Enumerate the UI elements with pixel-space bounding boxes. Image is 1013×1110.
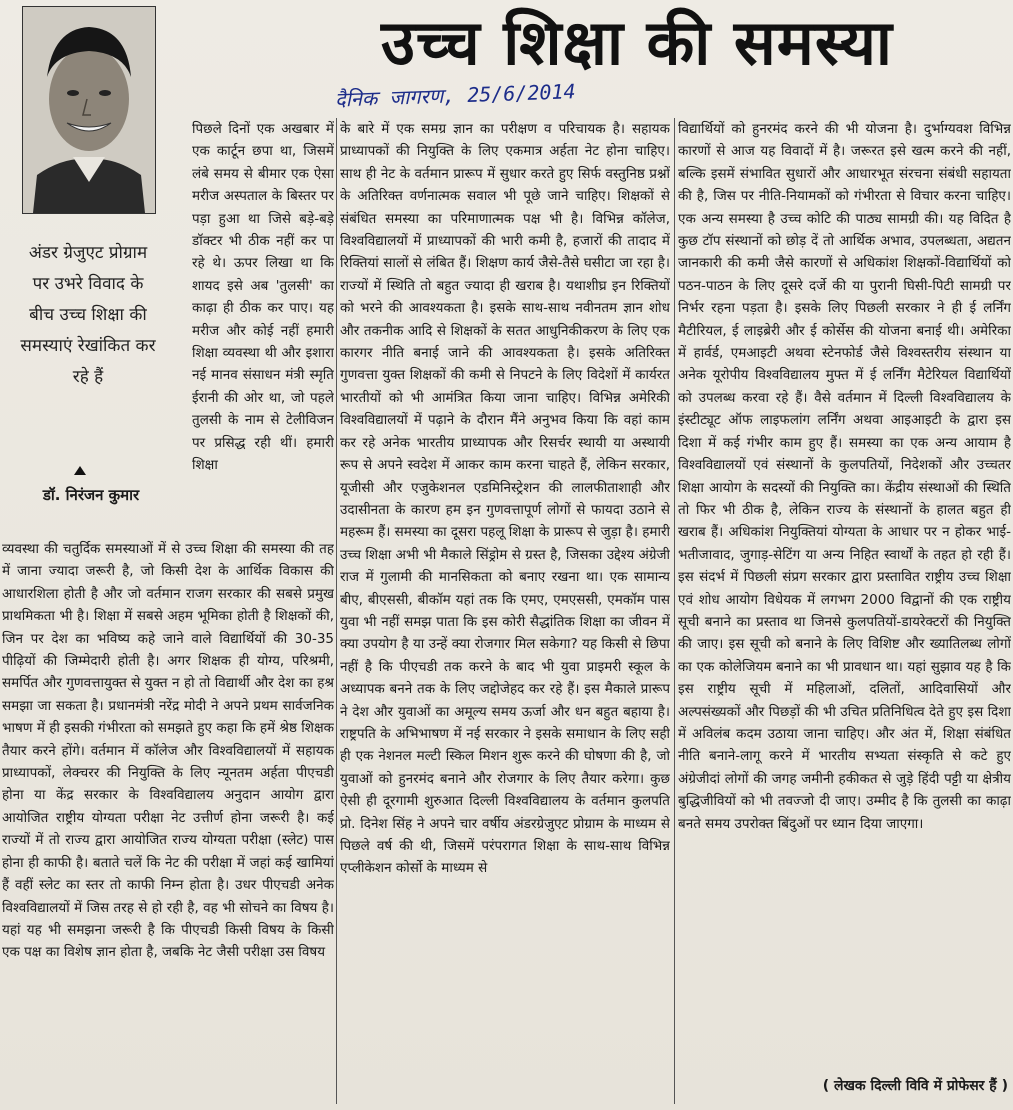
triangle-marker-icon <box>74 466 86 475</box>
author-photo <box>22 6 156 214</box>
column-1-bottom: व्यवस्था की चतुर्दिक समस्याओं में से उच्च शिक्षा की समस्या की तह में जाना ज्यादा जरूरी है, जो किसी देश के आर्थिक विकास की आधारशिला होती है और जो वर्तमान राजग सरकार की सबसे प्रमुख प्राथमिकता भी है। शिक्षा में सबसे अहम भूमिका होती है शिक्षकों की, जिन पर देश का भविष्य कहे जाने वाले विद्यार्थियों की 30-35 पीढ़ियों की जिम्मेदारी होती है। अगर शिक्षक ही योग्य, परिश्रमी, समर्पित और गुणवत्तायुक्त से युक्त न हो तो विद्यार्थी और देश का हश्र समझा जा सकता है। प्रधानमंत्री नरेंद्र मोदी ने अपने प्रथम सार्वजनिक भाषण में ही इसकी गंभीरता को समझते हुए कहा कि हमें श्रेष्ठ शिक्षक तैयार करने होंगे। वर्तमान में कॉलेज और विश्वविद्यालयों में सहायक प्राध्यापकों, लेक्चरर की नियुक्ति के लिए न्यूनतम अर्हता पीएचडी होना या केंद्र सरकार के विश्वविद्यालय अनुदान आयोग द्वारा आयोजित राष्ट्रीय योग्यता परीक्षा नेट उत्तीर्ण होना जरूरी है। कई राज्यों में तो राज्य द्वारा आयोजित राज्य योग्यता परीक्षा (स्लेट) पास होना ही काफी है। बताते चलें कि नेट की परीक्षा में जहां कई खामियां हैं वहीं स्लेट का स्तर तो काफी निम्न होता है। उधर पीएचडी अनेक विश्वविद्यालयों में जिस तरह से हो रही है, वह भी सोचने का विषय है। यहां यह भी समझना जरूरी है कि पीएचडी किसी विषय के किसी एक पक्ष का विशेष ज्ञान होता है, जबकि नेट जैसी परीक्षा उस विषय <box>2 541 334 961</box>
column-1-top: पिछले दिनों एक अखबार में एक कार्टून छपा था, जिसमें लंबे समय से बीमार एक ऐसा मरीज अस्पताल के बिस्तर पर पड़ा हुआ था जिसे बड़े-बड़े डॉक्टर भी ठीक नहीं कर पा रहे थे। ऊपर लिखा था कि शायद इसे अब 'तुलसी' का काढ़ा ही ठीक कर पाए। यह मरीज और कोई नहीं हमारी शिक्षा व्यवस्था थी और इशारा नई मानव संसाधन मंत्री स्मृति ईरानी की ओर था, जो पहले तुलसी के नाम से टेलीविजन पर प्रसिद्ध रही थीं। हमारी शिक्षा <box>192 121 334 474</box>
deck-summary: अंडर ग्रेजुएट प्रोग्राम पर उभरे विवाद के बीच उच्च शिक्षा की समस्याएं रेखांकित कर रहे हैं <box>20 243 156 387</box>
byline: डॉ. निरंजन कुमार <box>42 486 140 504</box>
author-credit: ( लेखक दिल्ली विवि में प्रोफेसर हैं ) <box>822 1078 1008 1094</box>
headline: उच्च शिक्षा की समस्या <box>380 6 893 79</box>
portrait-image <box>23 7 155 213</box>
column-3: विद्यार्थियों को हुनरमंद करने की भी योजना है। दुर्भाग्यवश विभिन्न कारणों से आज यह विवादों में है। जरूरत इसे खत्म करने की नहीं, बल्कि इसमें संभावित सुधारों और आधारभूत संरचना संबंधी सहायता की है, जिस पर नीति-नियामकों को गंभीरता से विचार करना चाहिए। एक अन्य समस्या है उच्च कोटि की पाठ्य सामग्री की। यह विदित है कुछ टॉप संस्थानों को छोड़ दें तो आर्थिक अभाव, उपलब्धता, अद्यतन जानकारी की कमी जैसे कारणों से अधिकांश शिक्षकों-विद्यार्थियों को पठन-पाठन के लिए दूसरे दर्जे की या पुरानी घिसी-पिटी सामग्री पर निर्भर रहना पड़ता है। इसके लिए पिछली सरकार ने ही ई लर्निंग मैटीरियल, ई लाइब्रेरी और ई कोर्सेस की योजना बनाई थी। अमेरिका में हार्वर्ड, एमआइटी अथवा स्टेनफोर्ड जैसे विश्वस्तरीय संस्थान या अनेक यूरोपीय विश्वविद्यालय मुफ्त में ई लर्निंग मैटेरियल विद्यार्थियों को उपलब्ध करवा रहे हैं। वैसे वर्तमान में दिल्ली विश्वविद्यालय के इंस्टीट्यूट ऑफ लाइफलांग लर्निंग अथवा आइआइटी के द्वारा इस दिशा में कई गंभीर काम हुए हैं। समस्या का एक अन्य आयाम है विश्वविद्यालयों एवं संस्थानों के कुलपतियों, निदेशकों और उच्चतर शिक्षा आयोग के सदस्यों की नियुक्ति का। केंद्रीय संस्थाओं की स्थिति तो फिर भी ठीक है, लेकिन राज्य के संस्थानों के हालत बहुत ही खराब हैं। अधिकांश नियुक्तियां योग्यता के आधार पर न होकर भाई-भतीजावाद, जुगाड़-सेटिंग या अन्य निहित स्वार्थों के तहत हो रही हैं। इस संदर्भ में पिछली संप्रग सरकार द्वारा प्रस्तावित राष्ट्रीय उच्च शिक्षा एवं शोध आयोग विधेयक में लगभग 2000 विद्वानों की एक राष्ट्रीय सूची बनाने का प्रस्ताव था जिनसे कुलपतियों-डायरेक्टरों की नियुक्ति की जाए। इस सूची को बनाने के लिए विशिष्ट और ख्यातिलब्ध लोगों का एक कोलेजियम बनाने का भी प्रावधान था। यहां सुझाव यह है कि इस राष्ट्रीय सूची में महिलाओं, दलितों, आदिवासियों और अल्पसंख्यकों और पिछड़ों की भी उचित प्रतिनिधित्व देते हुए इस दिशा में अविलंब कदम उठाया जाना चाहिए। और अंत में, शिक्षा संबंधित नीति बनाने-लागू करने में भारतीय सभ्यता संस्कृति से कटे हुए अंग्रेजीदां लोगों की जगह जमीनी हकीकत से जुड़े हिंदी पट्टी या क्षेत्रीय बुद्धिजीवियों को भी तवज्जो दी जाए। उम्मीद है कि तुलसी का काढ़ा बनते समय उपरोक्त बिंदुओं पर ध्यान दिया जाएगा। <box>678 121 1011 832</box>
column-divider <box>674 118 675 1104</box>
column-2: के बारे में एक समग्र ज्ञान का परीक्षण व परिचायक है। सहायक प्राध्यापकों की नियुक्ति के लिए एकमात्र अर्हता नेट होना चाहिए। साथ ही नेट के वर्तमान प्रारूप में सुधार करते हुए सिर्फ वस्तुनिष्ठ प्रश्नों के अतिरिक्त वर्णनात्मक सवाल भी पूछे जाने चाहिए। शिक्षकों से संबंधित समस्या का परिमाणात्मक पक्ष भी है। विभिन्न कॉलेज, विश्वविद्यालयों में प्राध्यापकों की भारी कमी है, हजारों की तादाद में रिक्तियां सालों से लंबित हैं। शिक्षण कार्य जैसे-तैसे घसीटा जा रहा है। राज्यों में स्थिति तो बहुत ज्यादा ही खराब है। यथाशीघ्र इन रिक्तियों को भरने की आवश्यकता है। इसके साथ-साथ नवीनतम ज्ञान शोध और तकनीक आदि से शिक्षकों के सतत आधुनिकीकरण के लिए एक कारगर नीति बनाई जाने की आवश्यकता है। इसके अतिरिक्त गुणवत्ता युक्त शिक्षकों की कमी से निपटने के लिए विदेशों में कार्यरत भारतीयों को भी आमंत्रित किया जाना चाहिए। विभिन्न अमेरिकी विश्वविद्यालयों में पढ़ाने के दौरान मैंने अनुभव किया कि वहां काम कर रहे अनेक भारतीय प्राध्यापक और रिसर्चर स्थायी या अस्थायी रूप से अपने स्वदेश में आकर काम करना चाहते हैं, लेकिन सरकार, यूजीसी और एजुकेशनल एडमिनिस्ट्रेशन की लालफीताशाही और उदासीनता के कारण हम इन गुणवत्तापूर्ण लोगों से फायदा उठाने से महरूम हैं। समस्या का दूसरा पहलू शिक्षा के प्रारूप से जुड़ा है। हमारी उच्च शिक्षा अभी भी मैकाले सिंड्रोम से ग्रस्त है, जिसका उद्देश्य अंग्रेजी राज में गुलामी की मानसिकता को बनाए रखना था। एक सामान्य बीए, बीएससी, बीकॉम यहां तक कि एमए, एमएससी, एमकॉम पास युवा भी नहीं समझ पाता कि इस कोरी सैद्धांतिक शिक्षा का जीवन में क्या उपयोग है या उन्हें क्या रोजगार मिल सकेगा? यह किसी से छिपा नहीं है कि पीएचडी तक करने के बाद भी युवा प्राइमरी स्कूल के अध्यापक बनने तक के लिए जद्दोजेहद कर रहे हैं। इस मैकाले प्रारूप ने देश और युवाओं का अमूल्य समय ऊर्जा और धन बहुत बहाया है। राष्ट्रपति के अभिभाषण में नई सरकार ने इसके समाधान के लिए सही ही एक नेशनल मल्टी स्किल मिशन शुरू करने की घोषणा की है, जो युवाओं को हुनरमंद बनाने और रोजगार के लिए तैयार करेगा। कुछ ऐसी ही दूरगामी शुरुआत दिल्ली विश्वविद्यालय के वर्तमान कुलपति प्रो. दिनेश सिंह ने अपने चार वर्षीय अंडरग्रेजुएट प्रोग्राम के माध्यम से पिछले वर्ष की थी, जिसमें परंपरागत शिक्षा के साथ-साथ विभिन्न एप्लीकेशन कोर्सो के माध्यम से <box>340 121 670 877</box>
column-divider <box>336 118 337 1104</box>
handwritten-date-note: दैनिक जागरण, 25/6/2014 <box>334 79 576 112</box>
